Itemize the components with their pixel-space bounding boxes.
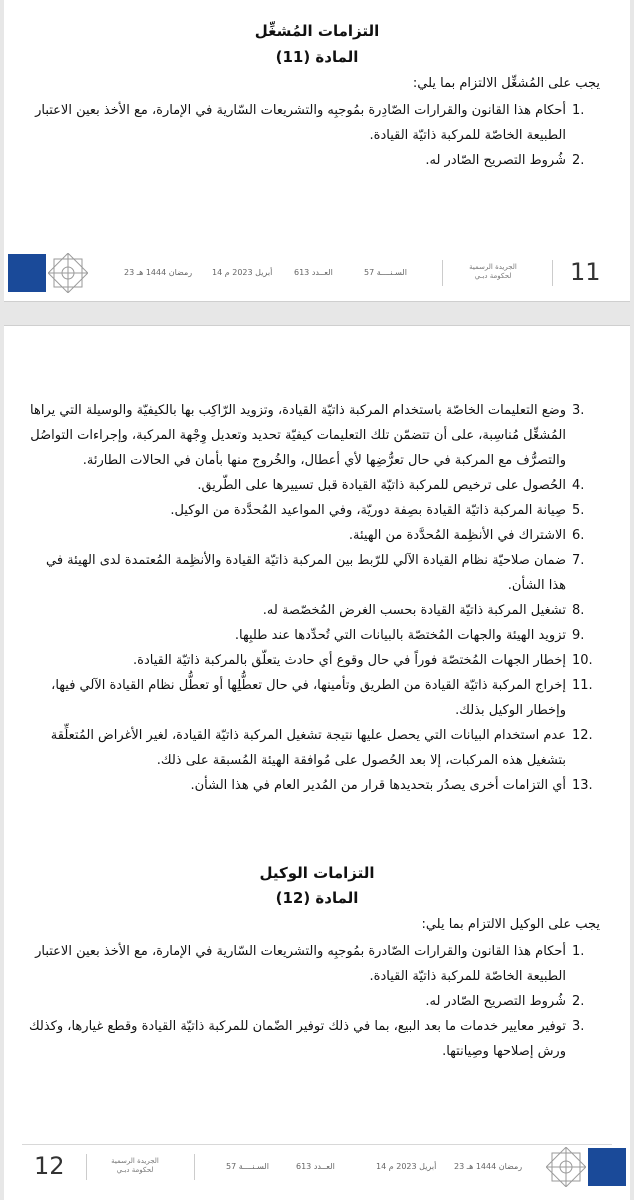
gazette-name: الجريدة الرسمية لحكومة دبـي [111,1157,159,1174]
list-item [26,673,608,723]
footer-year: السـنــــة 57 [226,1162,269,1171]
item-text: صِيانة المركبة ذاتيّة القيادة بصِفة دوريّة، وفي المواعيد المُحدَّدة من الوكيل. [170,503,566,518]
item-text: ضمان صلاحيّة نظام القيادة الآلي للرّبط بين المركبة ذاتيّة القيادة والأنظِمة المُعتمدة لدى الهيئة في هذا الشأن. [46,553,566,593]
obligations-list [26,98,608,173]
page-12 [4,325,630,1200]
list-item [26,148,608,173]
footer-hijri-date: 23 رمضان 1444 هـ [454,1162,523,1171]
item-text: أحكام هذا القانون والقرارات الصّادِرة بمُوجبِه والتشريعات السّارية في الإمارة، مع الأخذ بعين الاعتبار الطبيعة الخاصّة للمركبة ذاتيّة القيادة. [35,103,566,143]
item-number: 3. [572,1019,585,1034]
item-number: 2. [572,994,585,1009]
item-text: إخطار الجهات المُختصّة فوراً في حال وقوع أي حادث يتعلّق بالمركبة ذاتيّة القيادة. [133,653,566,668]
obligations-list [26,398,608,798]
list-item [26,989,608,1014]
page-11 [4,0,630,302]
section-heading: التزامات الوكيل [259,864,375,882]
item-number: 1. [572,103,585,118]
article-title: المادة (11) [275,48,359,66]
item-number: 2. [572,153,585,168]
item-text: شُروط التصريح الصّادر له. [425,153,566,168]
list-item [26,598,608,623]
footer-issue: العــدد 613 [296,1162,335,1171]
item-number: 6. [572,528,585,543]
item-text: توفير معايير خدمات ما بعد البيع، بما في ذلك توفير الضّمان للمركبة ذاتيّة القيادة وقطع غيارها، وكذلك ورش إصلاحها وصِيانتها. [28,1019,566,1059]
item-number: 4. [572,478,585,493]
list-item [26,1014,608,1064]
list-item [26,648,608,673]
list-item [26,473,608,498]
agent-obligations-list [26,939,608,1064]
item-number: 8. [572,603,585,618]
list-item [26,548,608,598]
item-number: 7. [572,553,585,568]
article-title: المادة (12) [275,889,359,907]
footer-hijri-date: 23 رمضان 1444 هـ [124,268,193,277]
item-text: شُروط التصريح الصّادر له. [425,994,566,1009]
list-item [26,398,608,473]
item-number: 9. [572,628,585,643]
footer-gregorian-date: 14 أبريل 2023 م [212,268,273,277]
list-item [26,939,608,989]
item-text: إخراج المركبة ذاتيّة القيادة من الطريق وتأمينها، في حال تعطُّلِها أو تعطُّل نظام القيادة الآلي فيها، وإخطار الوكيل بذلك. [51,678,566,718]
divider [552,260,553,286]
item-number: 10. [572,653,593,668]
list-item [26,98,608,148]
item-number: 1. [572,944,585,959]
item-number: 3. [572,403,585,418]
section-heading: التزامات المُشغِّل [254,22,380,40]
geometric-pattern-icon [48,253,88,293]
item-text: أي التزامات أخرى يصدُر بتحديدها قرار من المُدير العام في هذا الشأن. [190,778,566,793]
item-text: عدم استخدام البيانات التي يحصل عليها نتيجة تشغيل المركبة ذاتيّة القيادة، لغير الأغراض المُتعلِّقة بتشغيل هذه المركبات، إلا بعد الحُصول على مُوافقة الهيئة المُسبقة على ذلك. [50,728,566,768]
divider [194,1154,195,1180]
list-item [26,523,608,548]
item-number: 11. [572,678,593,693]
list-item [26,623,608,648]
item-number: 5. [572,503,585,518]
list-item [26,773,608,798]
footer-year: السـنــــة 57 [364,268,407,277]
gazette-name: الجريدة الرسمية لحكومة دبـي [469,263,517,280]
intro-text: يجب على الوكيل الالتزام بما يلي: [421,917,600,932]
footer-rule [22,1144,612,1145]
blue-accent-block [588,1148,626,1186]
item-text: الحُصول على ترخيص للمركبة ذاتيّة القيادة قبل تسييرها على الطّريق. [197,478,566,493]
page-footer [4,1144,630,1190]
divider [442,260,443,286]
footer-gregorian-date: 14 أبريل 2023 م [376,1162,437,1171]
geometric-pattern-icon [546,1147,586,1187]
list-item [26,498,608,523]
footer-issue: العــدد 613 [294,268,333,277]
item-text: تشغيل المركبة ذاتيّة القيادة بحسب الغرض المُخصّصة له. [262,603,566,618]
item-text: تزويد الهيئة والجهات المُختصّة بالبيانات التي تُحدِّدها عند طلبِها. [234,628,566,643]
list-item [26,723,608,773]
item-number: 13. [572,778,593,793]
item-number: 12. [572,728,593,743]
blue-accent-block [8,254,46,292]
item-text: وضع التعليمات الخاصّة باستخدام المركبة ذاتيّة القيادة، وتزويد الرّاكِب بها بالكيفيّة والوسيلة التي يراها المُشغِّل مُناسِبة، على أن تتضمّن تلك التعليمات كيفيّة تحديد وتعديل وِجْهة المركبة، وإجراءات التواصُل والتصرُّف مع المركبة في حال تعرُّضِها لأي أعطال، والخُروج منها بأمان في الحالات الطارئة. [30,403,566,468]
item-text: أحكام هذا القانون والقرارات الصّادرة بمُوجبِه والتشريعات السّارية في الإمارة، مع الأخذ بعين الاعتبار الطبيعة الخاصّة للمركبة ذاتيّة القيادة. [35,944,566,984]
page-footer [4,250,630,296]
intro-text: يجب على المُشغِّل الالتزام بما يلي: [412,76,600,91]
item-text: الاشتراك في الأنظِمة المُحدَّدة من الهيئة. [348,528,566,543]
page-number: 11 [570,258,601,286]
divider [86,1154,87,1180]
page-number: 12 [34,1152,65,1180]
